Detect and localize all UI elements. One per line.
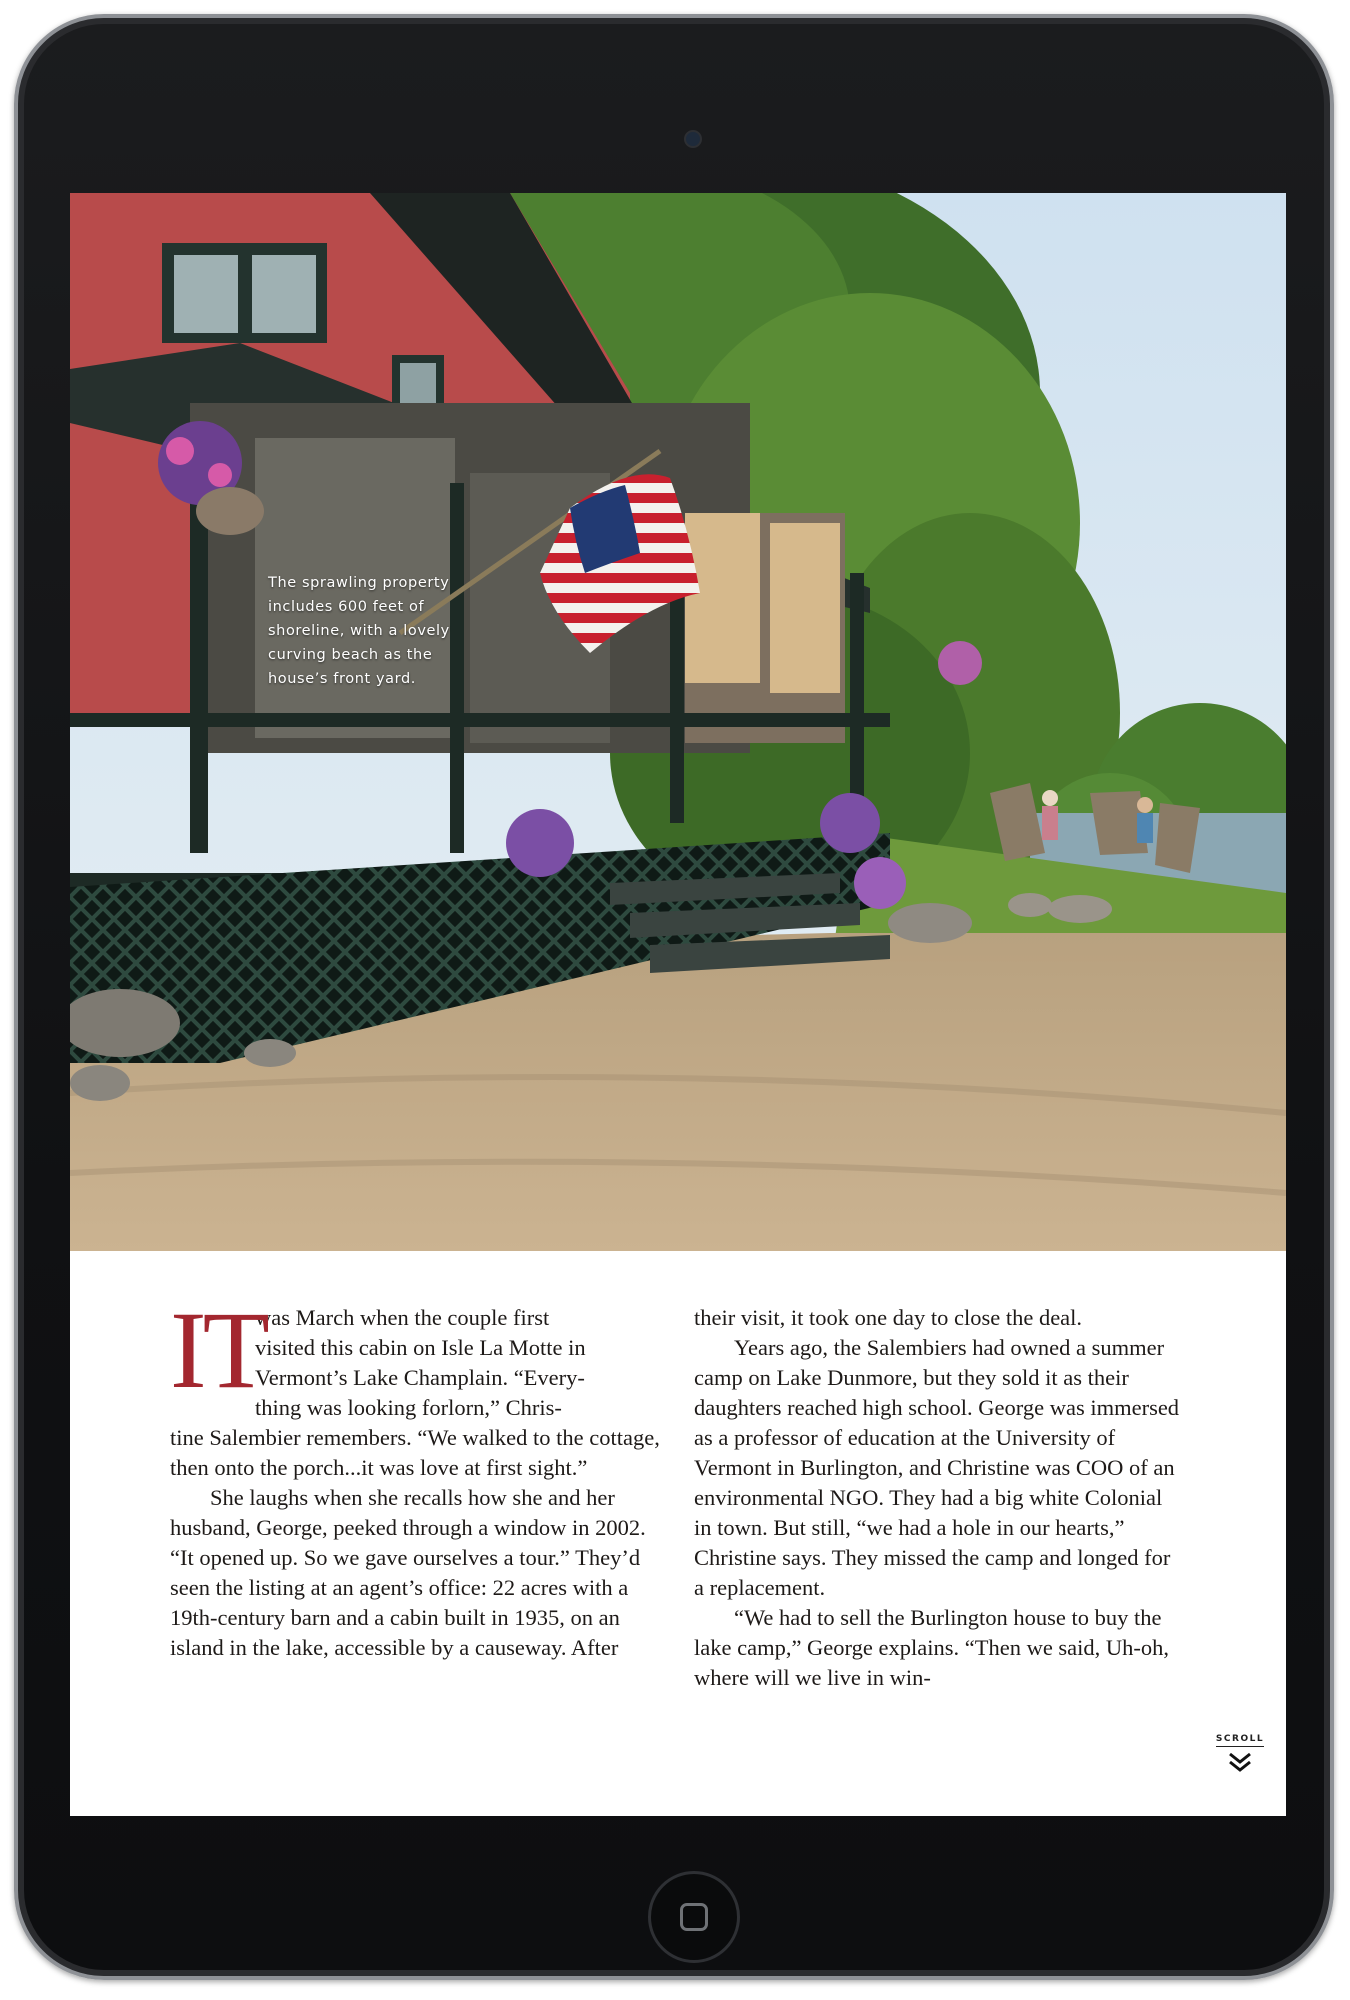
scroll-label: SCROLL bbox=[1216, 1734, 1264, 1747]
article-column-right bbox=[694, 1303, 1184, 1693]
scroll-hint[interactable] bbox=[1215, 1728, 1265, 1773]
paragraph-1-rest: tine Salembier remembers. “We walked to the cottage, then onto the porch...it was love at first sight.” bbox=[170, 1425, 660, 1480]
paragraph-4: “We had to sell the Burlington house to buy the lake camp,” George explains. “Then we said, Uh-oh, where will we live in win- bbox=[694, 1605, 1170, 1690]
drop-line-3: Vermont’s Lake Champlain. “Every- bbox=[255, 1365, 585, 1390]
drop-cap: IT bbox=[170, 1289, 266, 1411]
front-camera bbox=[684, 130, 702, 148]
paragraph-2-continued: their visit, it took one day to close the deal. bbox=[694, 1305, 1083, 1330]
home-button[interactable] bbox=[648, 1871, 740, 1963]
photo-caption: The sprawling property includes 600 feet of shoreline, with a lovely curving beach as the house’s front yard. bbox=[268, 575, 450, 687]
screen bbox=[70, 193, 1286, 1816]
drop-line-2: visited this cabin on Isle La Motte in bbox=[255, 1335, 586, 1360]
cabin-photo bbox=[70, 193, 1286, 1251]
home-square-icon bbox=[680, 1903, 708, 1931]
paragraph-3: Years ago, the Salembiers had owned a summer camp on Lake Dunmore, but they sold it as their daughters reached high school. George was immersed as a professor of education at the University of Vermont in Burlington, and Christine was COO of an environmental NGO. They had a big white Colonial in town. But still, “we had a hole in our hearts,” Christine says. They missed the camp and longed for a replacement. bbox=[694, 1335, 1180, 1600]
double-chevron-down-icon bbox=[1227, 1751, 1253, 1773]
article-column-left bbox=[170, 1289, 660, 1663]
paragraph-2: She laughs when she recalls how she and her husband, George, peeked through a window in 2002. “It opened up. So we gave ourselves a tour.” They’d seen the listing at an agent’s office: 22 acres with a 19th-century barn and a cabin built in 1935, on an island in the lake, accessible by a causeway. After bbox=[170, 1485, 646, 1660]
drop-line-4: thing was looking forlorn,” Chris- bbox=[255, 1395, 562, 1420]
cabin-photo-illustration bbox=[70, 193, 1286, 1251]
drop-cap-paragraph bbox=[170, 1289, 660, 1483]
drop-line-1: was March when the couple first bbox=[255, 1305, 550, 1330]
